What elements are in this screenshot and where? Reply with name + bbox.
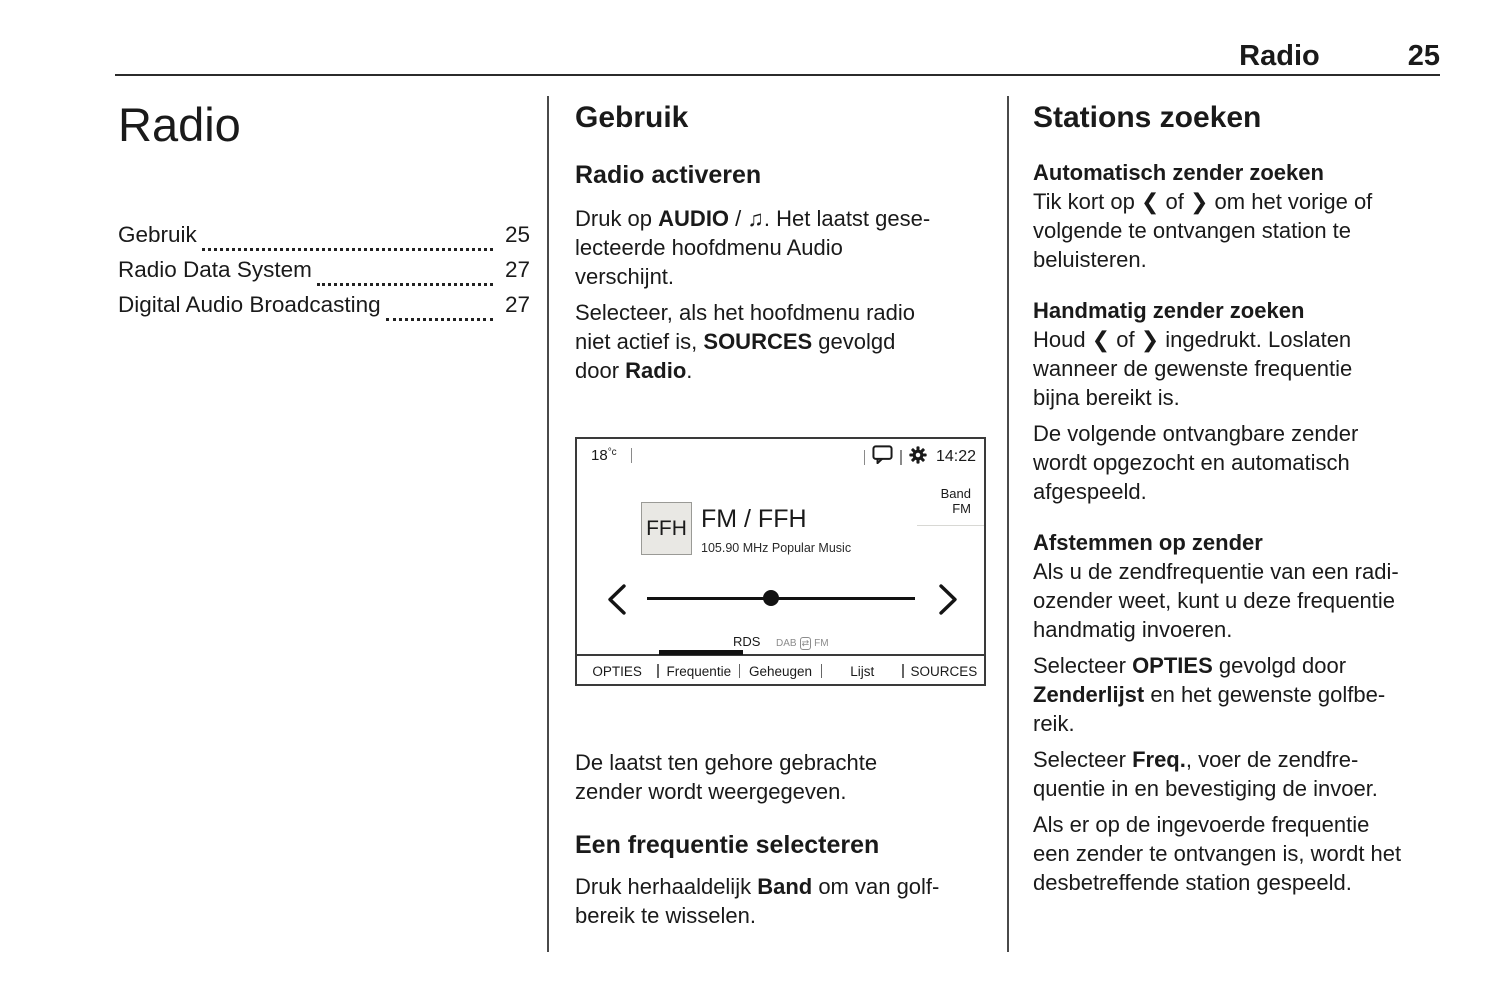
band-underline [917,525,984,526]
text-line: afgespeeld. [1033,479,1147,504]
text-run: Druk op [575,206,659,231]
paragraph-manual-seek-1 [1033,325,1445,412]
bold-term-opties: OPTIES [1132,653,1213,678]
radio-screenshot [575,437,986,686]
text-line [575,872,986,901]
text-line: Houd ❮ of ❯ ingedrukt. Loslaten [1033,327,1352,352]
text-run: . [686,358,693,383]
bottom-menu [577,658,984,684]
text-run: Selecteer [1033,653,1133,678]
text-line: De laatst ten gehore gebrachte [575,750,878,775]
text-line: ozender weet, kunt u deze frequentie [1033,588,1396,613]
menu-item-sources[interactable]: SOURCES [910,663,978,679]
band-label: Band [940,486,971,501]
seek-forward-chevron-icon[interactable] [934,583,961,621]
toc-entry-gebruik[interactable] [118,222,530,257]
text-run: door [575,358,626,383]
text-line: lecteerde hoofdmenu Audio [575,235,843,260]
text-line [1033,680,1445,709]
text-line: volgende te ontvangen station te [1033,218,1352,243]
text-line: reik. [1033,711,1075,736]
bold-term-audio: AUDIO [658,206,730,231]
text-line: een zender te ontvangen is, wordt het [1033,841,1402,866]
station-detail: 105.90 MHz Popular Music [701,541,852,555]
paragraph-manual-seek-2 [1033,419,1445,506]
toc-dot-leader [202,248,493,251]
text-run: gevolgd [812,329,896,354]
text-line [575,204,986,233]
menu-item-opties[interactable]: OPTIES [592,663,642,679]
menu-item-frequentie[interactable]: Frequentie [666,663,732,679]
seek-back-chevron-icon[interactable] [604,583,631,621]
text-line: bereik te wisselen. [575,903,756,928]
preset-label: FFH [646,516,687,540]
tab-bar-line [577,654,984,656]
status-separator [900,450,902,465]
station-title: FM / FFH [701,505,807,533]
bold-term-sources: SOURCES [703,329,813,354]
left-column [118,97,530,327]
text-line: De volgende ontvangbare zender [1033,421,1359,446]
toc-dot-leader [386,318,493,321]
text-line [575,356,986,385]
header-rule [115,74,1440,76]
status-separator [864,450,866,465]
clock: 14:22 [935,448,976,465]
bold-term-band: Band [757,874,813,899]
table-of-contents [118,222,530,327]
text-line: beluisteren. [1033,247,1147,272]
right-column [1033,97,1445,897]
fm-label: FM [814,638,829,649]
column-divider-2 [1007,96,1009,952]
subsection-heading-afstemmen: Afstemmen op zender [1033,530,1263,555]
header-page-number: 25 [1407,40,1440,72]
section-heading-gebruik: Gebruik [575,101,689,134]
text-line: wordt opgezocht en automatisch [1033,450,1350,475]
menu-item-lijst[interactable]: Lijst [850,663,875,679]
subsection-heading-frequentie-selecteren: Een frequentie selecteren [575,831,880,859]
active-tab-indicator [659,650,743,655]
toc-entry-digital-audio-broadcasting[interactable] [118,292,530,327]
status-bar-left [591,447,632,464]
swap-arrows-icon: ⇄ [801,638,810,648]
toc-label: Digital Audio Broadcasting [118,291,381,317]
paragraph-auto-seek [1033,187,1445,274]
paragraph-tune-3 [1033,745,1445,803]
toc-label: Gebruik [118,221,197,247]
temperature-unit: °c [607,447,617,458]
text-run: / ♫. Het laatst gese- [729,206,931,231]
preset-box[interactable] [641,502,692,555]
toc-page-number: 27 [504,256,530,282]
band-button[interactable] [941,486,971,516]
menu-item-geheugen[interactable]: Geheugen [748,663,813,679]
toc-label: Radio Data System [118,256,312,282]
paragraph-sources [575,298,986,385]
message-bubble-icon[interactable] [872,445,893,469]
bold-term-freq: Freq. [1132,747,1186,772]
text-line [1033,745,1445,774]
toc-dot-leader [317,283,493,286]
text-line [575,327,986,356]
status-separator [631,448,633,463]
bold-term-radio: Radio [625,358,687,383]
subsection-heading-radio-activeren: Radio activeren [575,161,762,189]
toc-page-number: 27 [504,291,530,317]
text-run: niet actief is, [575,329,704,354]
paragraph-tune-2 [1033,651,1445,738]
rds-label: RDS [733,634,761,649]
toc-entry-radio-data-system[interactable] [118,257,530,292]
text-line: bijna bereikt is. [1033,385,1180,410]
text-run: Druk herhaaldelijk [575,874,758,899]
header-section-title: Radio [1239,40,1320,72]
text-line: verschijnt. [575,264,675,289]
section-heading-stations-zoeken: Stations zoeken [1033,101,1262,134]
paragraph-radio-activeren [575,204,986,291]
status-bar-right [864,445,976,469]
paragraph-band [575,872,986,930]
text-line [1033,651,1445,680]
dab-label: DAB [776,638,797,649]
middle-column [575,97,986,930]
text-line: quentie in en bevestiging de invoer. [1033,776,1378,801]
dab-fm-indicator [776,637,829,650]
text-run: , voer de zendfre- [1185,747,1359,772]
text-line: desbetreffende station gespeeld. [1033,870,1352,895]
temperature: $18^{^\circ c}$ [591,447,617,464]
paragraph-last-played [575,748,986,806]
bold-term-zenderlijst: Zenderlijst [1033,682,1145,707]
text-line: handmatig invoeren. [1033,617,1233,642]
text-line: wanneer de gewenste frequentie [1033,356,1353,381]
frequency-slider-track[interactable] [647,597,915,600]
subsection-heading-handmatig: Handmatig zender zoeken [1033,298,1305,323]
text-line: Als u de zendfrequentie van een radi- [1033,559,1399,584]
text-line: Als er op de ingevoerde frequentie [1033,812,1370,837]
text-run: gevolgd door [1212,653,1347,678]
subsection-heading-automatisch: Automatisch zender zoeken [1033,160,1324,185]
page-header [1239,42,1440,71]
chapter-title: Radio [118,98,241,151]
paragraph-tune-1 [1033,557,1445,644]
gear-icon[interactable] [909,446,927,469]
text-run: Selecteer [1033,747,1133,772]
band-value: FM [952,501,971,516]
text-line: zender wordt weergegeven. [575,779,847,804]
toc-page-number: 25 [504,221,530,247]
text-line: Selecteer, als het hoofdmenu radio [575,300,916,325]
text-run: en het gewenste golfbe- [1144,682,1386,707]
text-run: om van golf- [812,874,940,899]
paragraph-tune-4 [1033,810,1445,897]
text-line: Tik kort op ❮ of ❯ om het vorige of [1033,189,1373,214]
frequency-slider-thumb[interactable] [763,590,779,606]
column-divider-1 [547,96,549,952]
